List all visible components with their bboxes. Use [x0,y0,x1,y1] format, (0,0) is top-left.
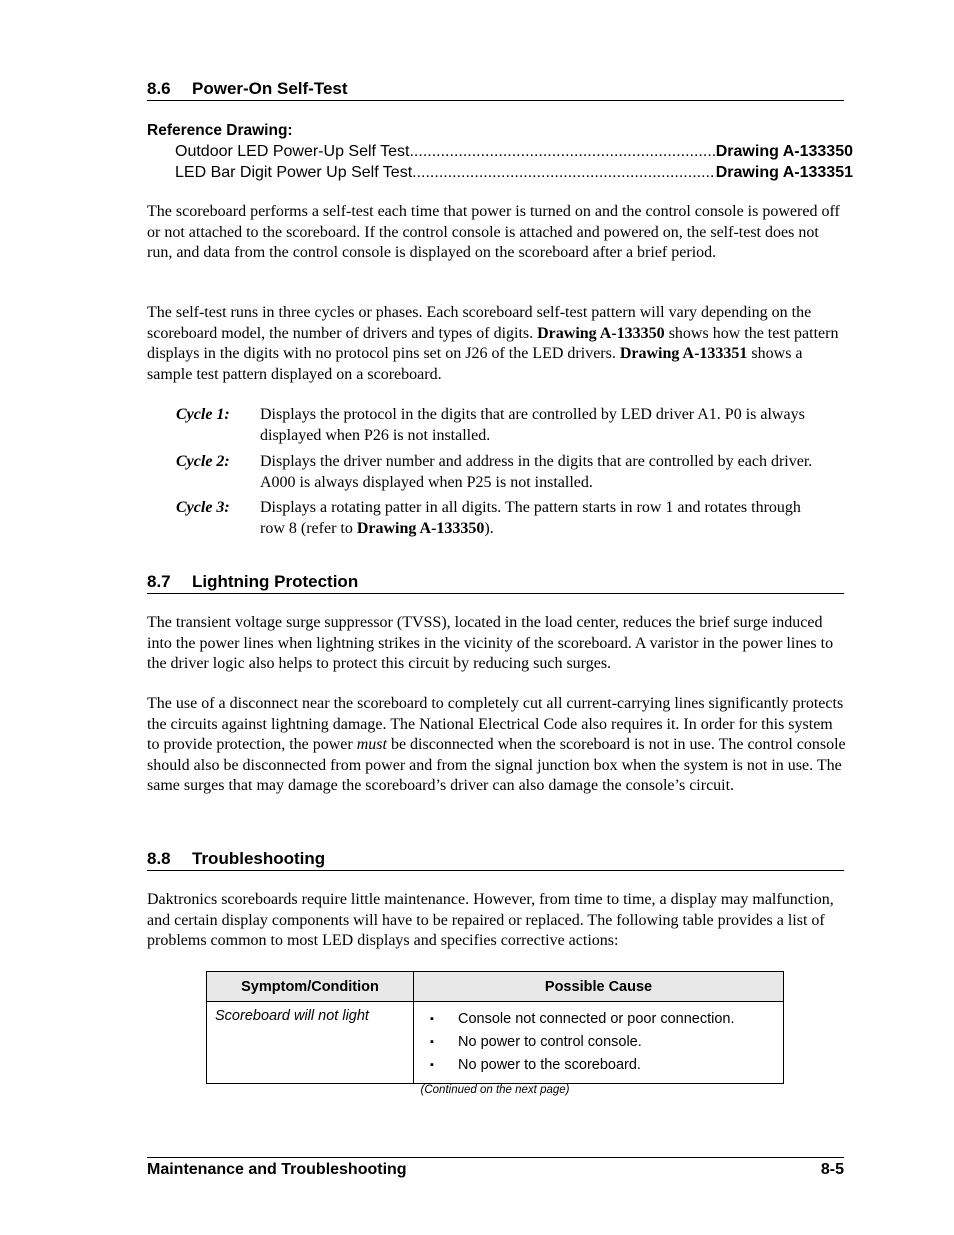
section-heading-8-6 [147,79,844,101]
cycle-item [176,452,826,493]
section-number: 8.8 [147,849,171,868]
paragraph: Daktronics scoreboards require little maintenance. However, from time to time, a display may malfunction, and certain display components will have to be repaired or replaced. The following table provides a list of problems common to most LED displays and specifies corrective actions: [147,891,834,949]
emphasis: must [356,736,387,753]
section-title: Troubleshooting [192,849,326,868]
reference-label: Outdoor LED Power-Up Self Test [175,143,410,160]
paragraph: The transient voltage surge suppressor (TVSS), located in the load center, reduces the brief surge induced into the power lines when lightning strikes in the vicinity of the scoreboard. A varistor in the power lines to the driver logic also helps to protect this circuit by reducing such surges. [147,614,834,672]
drawing-ref: Drawing A-133350 [537,324,665,342]
list-item: ▪ No power to control console. [422,1031,775,1054]
text-run: ). [484,519,494,537]
text-run: shows how the test pattern displays in the digits with no protocol pins set on J26 of the LED drivers. [147,324,839,362]
reference-drawing: Drawing A-133350 [715,143,853,160]
text-run: shows a sample test pattern displayed on a scoreboard. [147,345,803,383]
section-title: Lightning Protection [192,572,359,591]
column-header: Symptom/Condition [207,972,414,1002]
text-run: The use of a disconnect near the scoreboard to completely cut all current-carrying lines significantly protects the circuits against lightning damage. The National Electrical Code also requires it. In order for this system to provide protection, the power [147,695,844,753]
troubleshooting-table [206,971,784,1084]
paragraph: The scoreboard performs a self-test each time that power is turned on and the control console is powered off or not attached to the scoreboard. If the control console is attached and powered on, the self-test does not run, and data from the control console is displayed on the scoreboard after a brief period. [147,203,840,261]
drawing-ref: Drawing A-133350 [356,519,485,537]
continued-note: (Continued on the next page) [420,1084,570,1096]
section-number: 8.6 [147,79,171,98]
leader-dots [409,141,715,162]
cause-list [422,1008,775,1077]
cause-cell [414,1002,784,1084]
text-run: The self-test runs in three cycles or phases. Each scoreboard self-test pattern will vary depending on the scoreboard model, the number of drivers and types of digits. [147,304,812,342]
list-item: ▪ No power to the scoreboard. [422,1054,775,1077]
cycle-text: Displays the driver number and address in the digits that are controlled by each driver. A000 is always displayed when P25 is not installed. [260,453,813,491]
cycle-label: Cycle 1: [176,406,230,423]
reference-label: LED Bar Digit Power Up Self Test [175,164,413,181]
leader-dots [412,162,716,183]
section-heading-8-8 [147,849,844,871]
page-number: 8-5 [820,1161,844,1178]
text-run: Displays a rotating patter in all digits. The pattern starts in row 1 and rotates through row 8 (refer to [260,499,801,537]
table-header-row [207,972,784,1002]
column-header: Possible Cause [414,972,784,1002]
section-title: Power-On Self-Test [192,79,348,98]
cycle-item [176,405,826,446]
list-item: ▪ Console not connected or poor connection. [422,1008,775,1031]
text-run: be disconnected when the scoreboard is not in use. The control console should also be disconnected from power and from the signal junction box when the system is not in use. The same surges that may damage the scoreboard’s driver can also damage the console’s circuit. [147,736,846,794]
cycle-item [176,498,826,539]
reference-item [175,141,853,162]
table-row [207,1002,784,1084]
paragraph [147,694,847,797]
cycle-text: Displays the protocol in the digits that are controlled by LED driver A1. P0 is always displayed when P26 is not installed. [260,406,805,444]
page-footer [147,1157,844,1179]
reference-item [175,162,853,183]
reference-drawing-block [147,120,857,183]
symptom-cell: Scoreboard will not light [207,1002,414,1084]
section-heading-8-7 [147,572,844,594]
cycle-label: Cycle 2: [176,453,230,470]
reference-title: Reference Drawing: [147,122,293,139]
drawing-ref: Drawing A-133351 [619,345,748,362]
paragraph [147,303,847,385]
reference-drawing: Drawing A-133351 [715,164,853,181]
cycle-text [260,498,826,539]
cycle-label: Cycle 3: [176,499,230,516]
footer-chapter: Maintenance and Troubleshooting [147,1161,407,1178]
section-number: 8.7 [147,572,171,591]
